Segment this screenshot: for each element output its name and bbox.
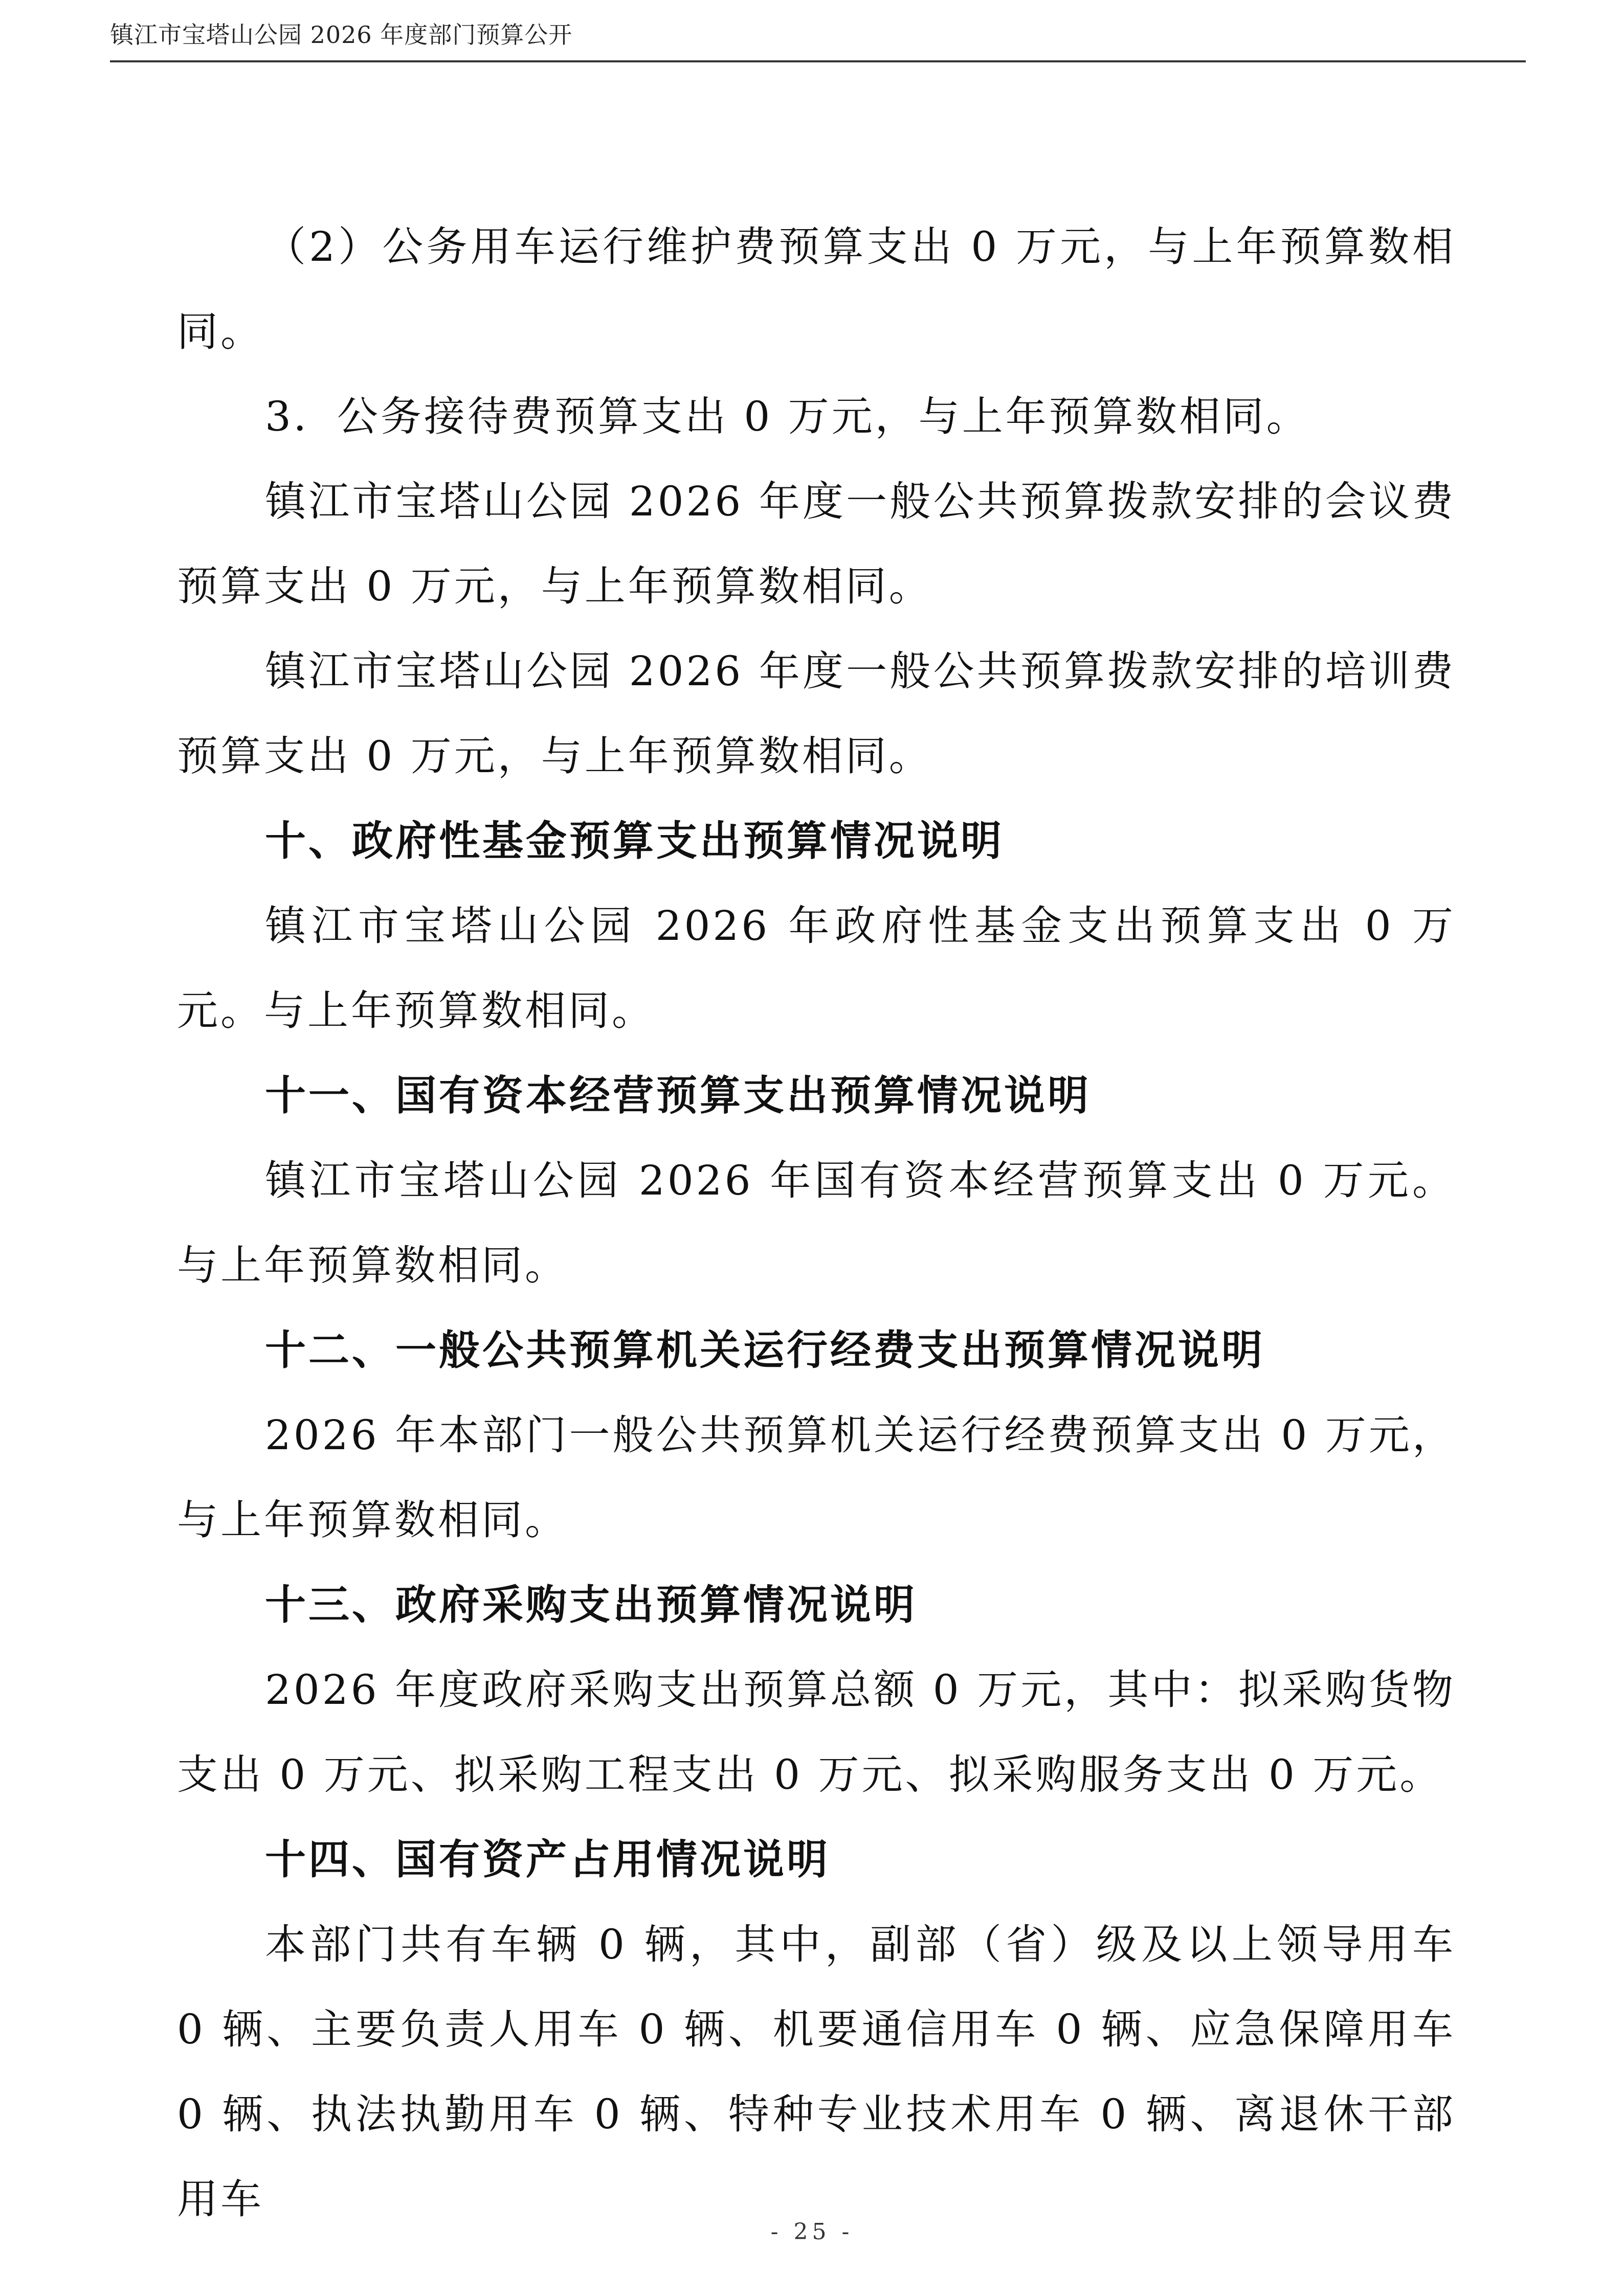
running-header: 镇江市宝塔山公园 2026 年度部门预算公开 bbox=[110, 21, 573, 49]
section-heading-state-assets: 十四、国有资产占用情况说明 bbox=[265, 1836, 830, 1883]
paragraph-vehicle-maintenance: （2）公务用车运行维护费预算支出 0 万元，与上年预算数相同。 bbox=[177, 223, 1456, 355]
paragraph-operating-expense: 2026 年本部门一般公共预算机关运行经费预算支出 0 万元，与上年预算数相同。 bbox=[177, 1411, 1456, 1544]
paragraph-training-fee: 镇江市宝塔山公园 2026 年度一般公共预算拨款安排的培训费预算支出 0 万元，与上年预算数相同。 bbox=[177, 647, 1456, 780]
section-heading-operating-expense: 十二、一般公共预算机关运行经费支出预算情况说明 bbox=[265, 1326, 1265, 1374]
paragraph-government-fund: 镇江市宝塔山公园 2026 年政府性基金支出预算支出 0 万元。与上年预算数相同。 bbox=[177, 902, 1456, 1034]
page-number: - 25 - bbox=[770, 2219, 854, 2245]
paragraph-procurement: 2026 年度政府采购支出预算总额 0 万元，其中：拟采购货物支出 0 万元、拟采购工程支出 0 万元、拟采购服务支出 0 万元。 bbox=[177, 1666, 1456, 1798]
paragraph-reception-fee: 3．公务接待费预算支出 0 万元，与上年预算数相同。 bbox=[265, 393, 1310, 440]
paragraph-state-assets: 本部门共有车辆 0 辆，其中，副部（省）级及以上领导用车 0 辆、主要负责人用车 0 辆、机要通信用车 0 辆、应急保障用车 0 辆、执法执勤用车 0 辆、特种专业技术用车 0 辆、离退休干部用车 bbox=[177, 1921, 1456, 2223]
header-divider bbox=[110, 60, 1526, 62]
paragraph-meeting-fee: 镇江市宝塔山公园 2026 年度一般公共预算拨款安排的会议费预算支出 0 万元，与上年预算数相同。 bbox=[177, 478, 1456, 610]
document-body bbox=[177, 205, 1456, 2242]
section-heading-state-capital: 十一、国有资本经营预算支出预算情况说明 bbox=[265, 1072, 1091, 1119]
section-heading-procurement: 十三、政府采购支出预算情况说明 bbox=[265, 1581, 917, 1629]
paragraph-state-capital: 镇江市宝塔山公园 2026 年国有资本经营预算支出 0 万元。与上年预算数相同。 bbox=[177, 1157, 1456, 1289]
section-heading-government-fund: 十、政府性基金预算支出预算情况说明 bbox=[265, 817, 1004, 865]
